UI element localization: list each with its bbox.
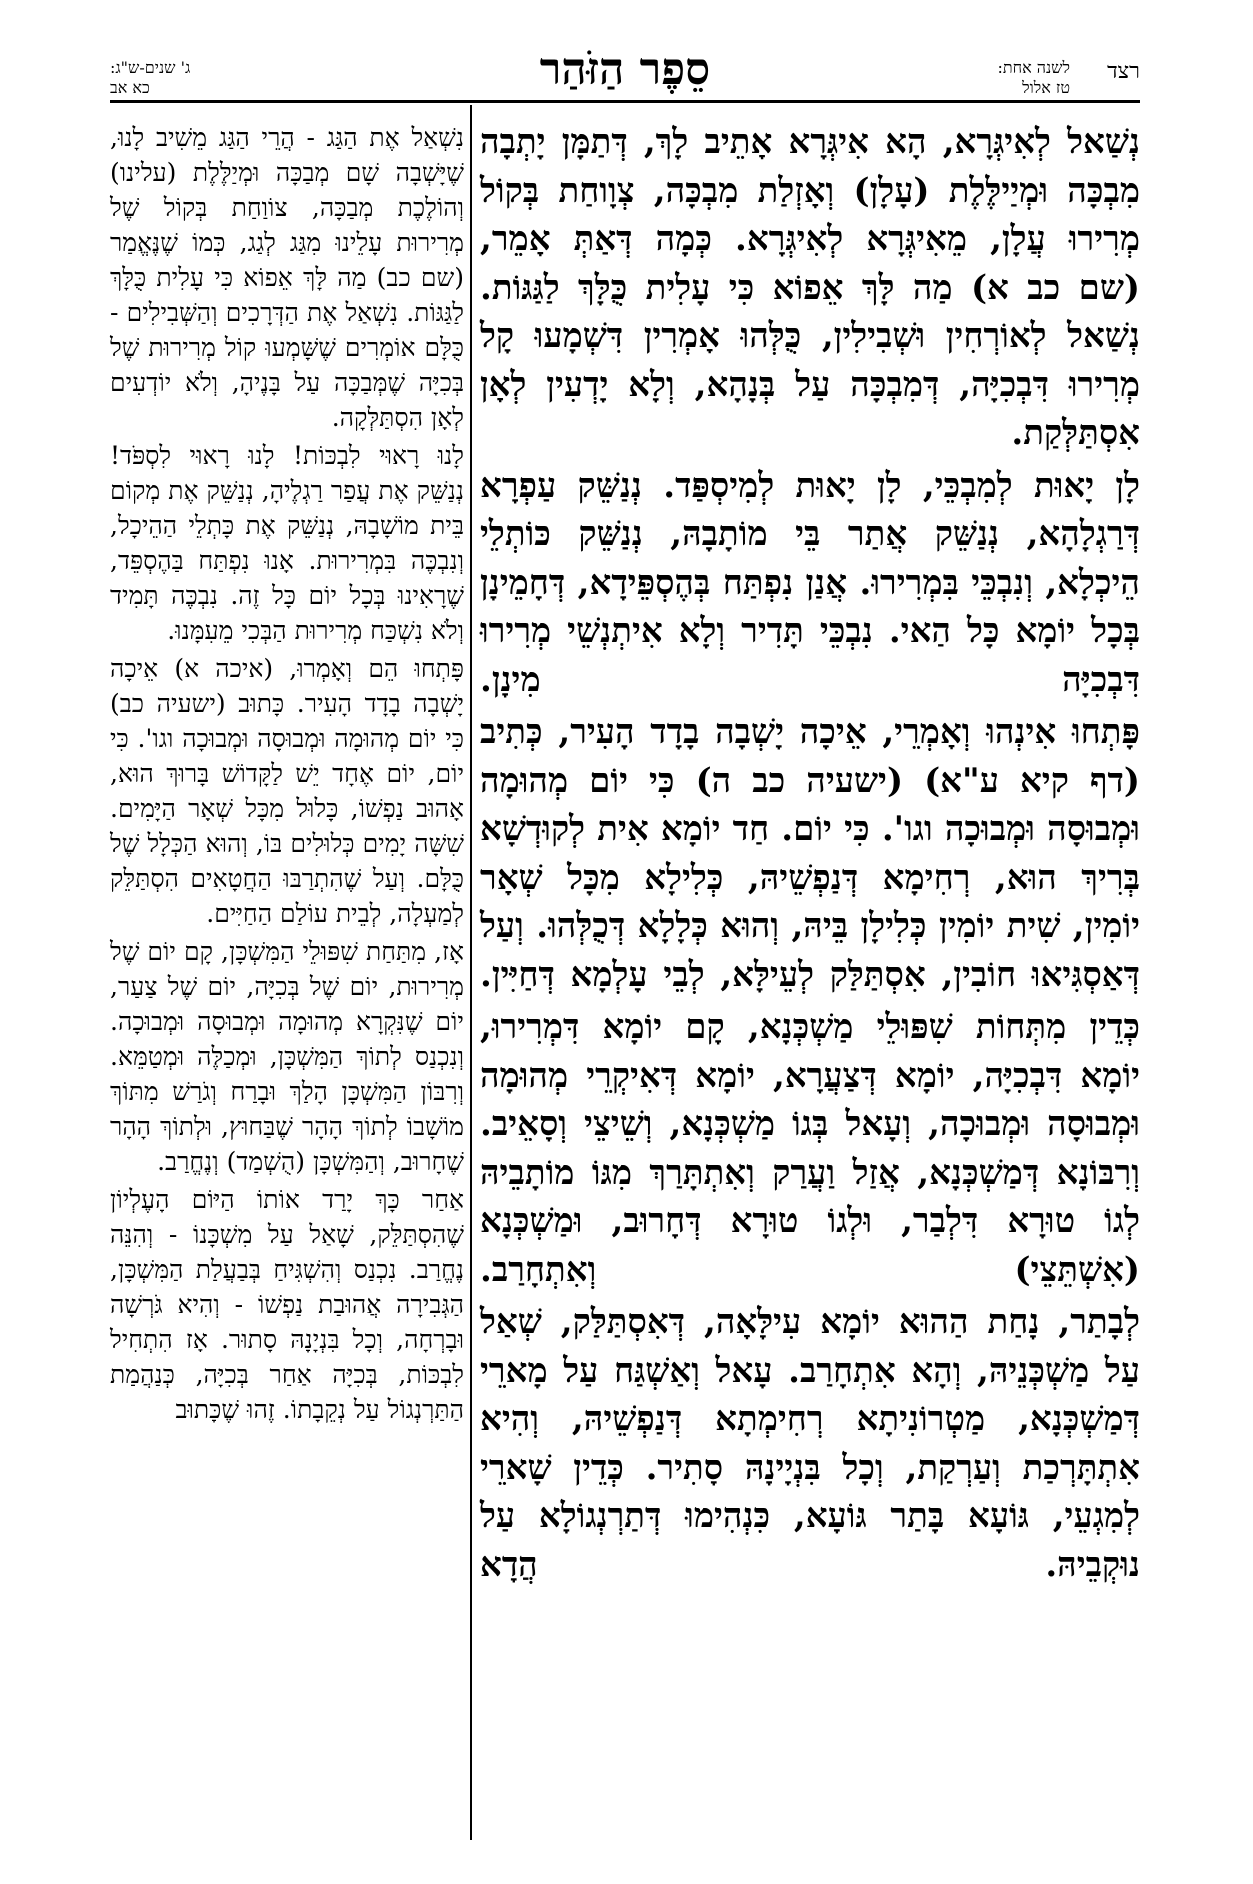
side-paragraph: אָז, מִתַּחַת שִׁפּוּלֵי הַמִּשְׁכָּן, קָם יוֹם שֶׁל מְרִירוּת, יוֹם שֶׁל בְּכִיָּה, יוֹם שֶׁל צַעַר, יוֹם שֶׁנִּקְרָא מְהוּמָה וּמְבוּסָה וּמְבוּכָה. וְנִכְנַס לְתוֹךְ הַמִּשְׁכָּן, וּמְכַלֶּה וּמְטַמֵּא. וְרִבּוֹן הַמִּשְׁכָּן הָלַךְ וּבָרַח וְגֹרַשׁ מִתּוֹךְ מוֹשָׁבוֹ לְתוֹךְ הָהָר שֶׁבַּחוּץ, וּלְתוֹךְ הָהָר שֶׁחָרוּב, וְהַמִּשְׁכָּן (הֻשְׁמַד) וְנֶחֱרַב. <box>110 937 464 1176</box>
three-year-schedule-date: כא אב <box>110 78 150 97</box>
hebrew-translation-column <box>110 120 464 1430</box>
yearly-schedule-date: טז אלול <box>1022 78 1070 97</box>
side-paragraph: פָּתְחוּ הֵם וְאָמְרוּ, (איכה א) אֵיכָה יָשְׁבָה בָדָד הָעִיר. כָּתוּב (ישעיה כב) כִּי יוֹם מְהוּמָה וּמְבוּסָה וּמְבוּכָה וגו'. כִּי יוֹם, יוֹם אֶחָד יֵשׁ לַקָּדוֹשׁ בָּרוּךְ הוּא, אָהוּב נַפְשׁוֹ, כָּלוּל מִכָּל שְׁאָר הַיָּמִים. שִׁשָּׁה יָמִים כְּלוּלִים בּוֹ, וְהוּא הַכְּלָל שֶׁל כֻּלָּם. וְעַל שֶׁהִתְרַבּוּ הַחֲטָאִים הִסְתַּלֵּק לְמַעְלָה, לְבֵית עוֹלַם הַחַיִּים. <box>110 654 464 928</box>
main-paragraph: נְשַׁאל לְאִיגְּרָא, הָא אִיגְּרָא אָתֵיב לָךְ, דְּתַמָּן יָתְבָה מִבְכָּה וּמְיַילֶּלֶת (עָלָן) וְאָזְלַת מִבְכָּה, צְוָוחַת בְּקוֹל מְרִירוּ עֲלָן, מֵאִיגְּרָא לְאִיגְּרָא. כְּמָה דְּאַתְּ אָמֵר, (שם כב א) מַה לָּךְ אֵפוֹא כִּי עָלִית כֻּלָּךְ לַגַּגּוֹת. נְשַׁאל לְאוֹרְחִין וּשְׁבִילִין, כֻּלְּהוּ אָמְרִין דִּשְׁמָעוּ קָל מְרִירוּ דִּבְכִיָּה, דְּמִבְכָּה עַל בְּנָהָא, וְלָא יָדְעִין לְאָן אִסְתַּלְּקַת. <box>480 122 1140 453</box>
page-number: רצד <box>1107 59 1140 84</box>
column-divider <box>470 105 472 1840</box>
header-rule <box>110 100 1140 103</box>
page-header <box>110 40 1140 98</box>
side-paragraph: אַחַר כָּךְ יָרַד אוֹתוֹ הַיּוֹם הָעֶלְיוֹן שֶׁהִסְתַּלֵּק, שָׁאַל עַל מִשְׁכָּנוֹ - וְהִנֵּה נֶחֱרַב. נִכְנַס וְהִשְׁגִּיחַ בְּבַעֲלַת הַמִּשְׁכָּן, הַגְּבִירָה אֲהוּבַת נַפְשׁוֹ - וְהִיא גֹּרְשָׁה וּבָרְחָה, וְכָל בִּנְיָנָהּ סָתוּר. אָז הִתְחִיל לִבְכּוֹת, בְּכִיָּה אַחַר בְּכִיָּה, כְּנַהֲמַת הַתַּרְנְגוֹל עַל נְקֵבָתוֹ. זֶהוּ שֶׁכָּתוּב <box>110 1185 464 1424</box>
aramaic-column <box>480 118 1140 1593</box>
side-paragraph: נִשְׁאַל אֶת הַגַּג - הֲרֵי הַגַּג מֵשִׁיב לָנוּ, שֶׁיָּשְׁבָה שָׁם מְבַכָּה וּמְיַלֶּלֶת (עלינו) וְהוֹלֶכֶת מְבַכָּה, צוֹוַחַת בְּקוֹל שֶׁל מְרִירוּת עָלֵינוּ מִגַּג לְגַג, כְּמוֹ שֶׁנֶּאֱמַר (שם כב) מַה לָּךְ אֵפוֹא כִּי עָלִית כֻּלָּךְ לַגַּגּוֹת. נִשְׁאַל אֶת הַדְּרָכִים וְהַשְּׁבִילִים - כֻּלָּם אוֹמְרִים שֶׁשָּׁמְעוּ קוֹל מְרִירוּת שֶׁל בְּכִיָּה שֶׁמְּבַכָּה עַל בָּנֶיהָ, וְלֹא יוֹדְעִים לְאָן הִסְתַּלְּקָה. <box>110 123 464 432</box>
main-paragraph: פָּתְחוּ אִינְהוּ וְאָמְרֵי, אֵיכָה יָשְׁבָה בָדָד הָעִיר, כְּתִיב (דף קיא ע"א) (ישעיה כב ה) כִּי יוֹם מְהוּמָה וּמְבוּסָה וּמְבוּכָה וגו'. כִּי יוֹם. חַד יוֹמָא אִית לְקוּדְשָׁא בְּרִיךְ הוּא, רְחִימָא דְּנַפְשֵׁיהּ, כְּלִילָא מִכָּל שְׁאָר יוֹמִין, שִׁית יוֹמִין כְּלִילָן בֵּיהּ, וְהוּא כְּלָלָא דְּכֻלְּהוּ. וְעַל דְּאַסְגִּיאוּ חוֹבִין, אִסְתַּלַּק לְעֵילָּא, לְבֵי עָלְמָא דְּחַיִּין. <box>480 712 1140 995</box>
three-year-schedule-label: ג' שנים-ש"ג: <box>110 58 191 77</box>
main-paragraph: לָן יָאוּת לְמִבְכֵּי, לָן יָאוּת לְמִיסְפַּד. נְנַשֵּׁק עַפְרָא דְּרַגְלָהָא, נְנַשֵּׁק אֲתַר בֵּי מוֹתָבָהּ, נְנַשֵּׁק כּוֹתְלֵי הֵיכְלָא, וְנִבְכֵּי בִּמְרִירוּ. אֲנַן נִפְתַּח בְּהֶסְפֵּידָא, דְּחָמֵינָן בְּכָל יוֹמָא כָּל הַאי. נִבְכֵּי תָּדִיר וְלָא אִיתְנְשֵׁי מְרִירוּ דִּבְכִיָּה מִינָן. <box>480 465 1140 700</box>
book-title: סֵפֶר הַזֹּהַר <box>539 44 711 95</box>
yearly-schedule-label: לשנה אחת: <box>997 58 1070 77</box>
three-year-schedule <box>110 58 190 98</box>
main-paragraph: כְּדֵין מִתְּחוֹת שִׁפּוּלֵי מַשְׁכְּנָא, קָם יוֹמָא דִּמְרִירוּ, יוֹמָא דִּבְכִיָּה, יוֹמָא דְּצַעֲרָא, יוֹמָא דְּאִיקְרֵי מְהוּמָה וּמְבוּסָה וּמְבוּכָה, וְעָאל בְּגוֹ מַשְׁכְּנָא, וְשֵׁיצֵי וְסָאֵיב. וְרִבּוֹנָא דְּמַשְׁכְּנָא, אֲזַל וַעֲרַק וְאִתְתָּרַךְ מִגּוֹ מוֹתָבֵיהּ לְגוֹ טוּרָא דִּלְבַר, וּלְגוֹ טוּרָא דְּחָרוּב, וּמַשְׁכְּנָא (אִשְׁתֵּצֵי) וְאִתְחָרַב. <box>480 1007 1140 1290</box>
side-paragraph: לָנוּ רָאוּי לִבְכּוֹת! לָנוּ רָאוּי לִסְפֹּד! נְנַשֵּׁק אֶת עֲפַר רַגְלֶיהָ, נְנַשֵּׁק אֶת מְקוֹם בֵּית מוֹשָׁבָהּ, נְנַשֵּׁק אֶת כָּתְלֵי הַהֵיכָל, וְנִבְכֶּה בִּמְרִירוּת. אָנוּ נִפְתַּח בַּהֶסְפֵּד, שֶׁרָאִינוּ בְּכָל יוֹם כָּל זֶה. נִבְכֶּה תָּמִיד וְלֹא נִשְׁכַּח מְרִירוּת הַבְּכִי מֵעִמָּנוּ. <box>110 441 464 645</box>
main-paragraph: לְבָתַר, נָחַת הַהוּא יוֹמָא עִילָּאָה, דְּאִסְתַּלַּק, שְׁאַל עַל מַשְׁכְּנֵיהּ, וְהָא אִתְחָרַב. עָאל וְאַשְׁגַּח עַל מָארֵי דְּמַשְׁכְּנָא, מַטְרוֹנִיתָא רְחִימְתָא דְּנַפְשֵׁיהּ, וְהִיא אִתְתָּרְכַת וְעַרְקַת, וְכָל בִּנְיָינָהּ סָתִיר. כְּדֵין שָׁארֵי לְמִגְעֵי, גּוֹעָא בָּתַר גּוֹעָא, כִּנְהִימוּ דְּתַרְנְגוֹלָא עַל נוּקְבֵיהּ. הֲדָא <box>480 1302 1140 1585</box>
